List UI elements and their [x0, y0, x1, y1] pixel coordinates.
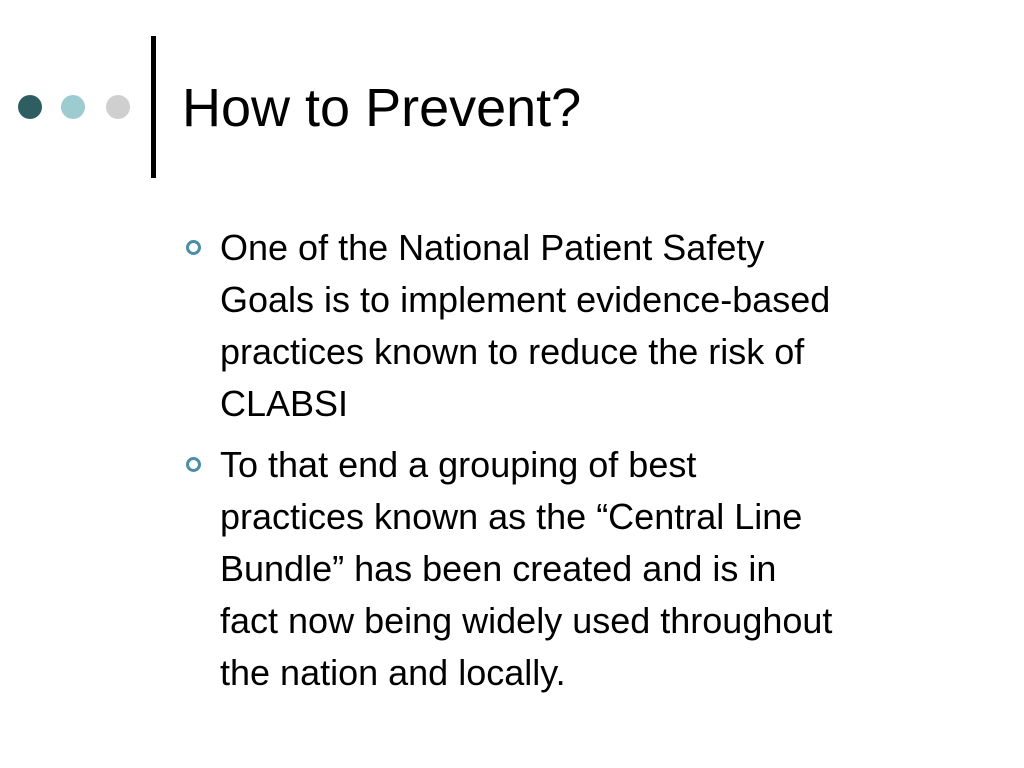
bullet-list	[186, 222, 976, 708]
title-divider	[151, 36, 156, 178]
bullet-1-line-2: Goals is to implement evidence-based	[220, 279, 831, 320]
bullet-1-line-4: CLABSI	[220, 383, 349, 424]
bullet-1-line-1: One of the National Patient Safety	[220, 227, 765, 268]
bullet-2-line-4: fact now being widely used throughout	[220, 600, 833, 641]
bullet-2-line-3: Bundle” has been created and is in	[220, 548, 777, 589]
dot-dark-teal	[18, 95, 42, 119]
slide-title: How to Prevent?	[182, 78, 582, 138]
dot-gray	[106, 95, 130, 119]
decorative-dots	[18, 95, 138, 119]
bullet-2-line-2: practices known as the “Central Line	[220, 496, 803, 537]
bullet-1-line-3: practices known to reduce the risk of	[220, 331, 805, 372]
bullet-item-1	[186, 222, 976, 430]
dot-light-teal	[61, 95, 85, 119]
bullet-text-1	[220, 227, 830, 424]
bullet-ring-icon	[186, 457, 201, 472]
bullet-item-2	[186, 439, 976, 699]
bullet-2-line-1: To that end a grouping of best	[220, 444, 697, 485]
bullet-text-2	[220, 444, 832, 693]
bullet-2-line-5: the nation and locally.	[220, 652, 566, 693]
bullet-ring-icon	[186, 240, 201, 255]
